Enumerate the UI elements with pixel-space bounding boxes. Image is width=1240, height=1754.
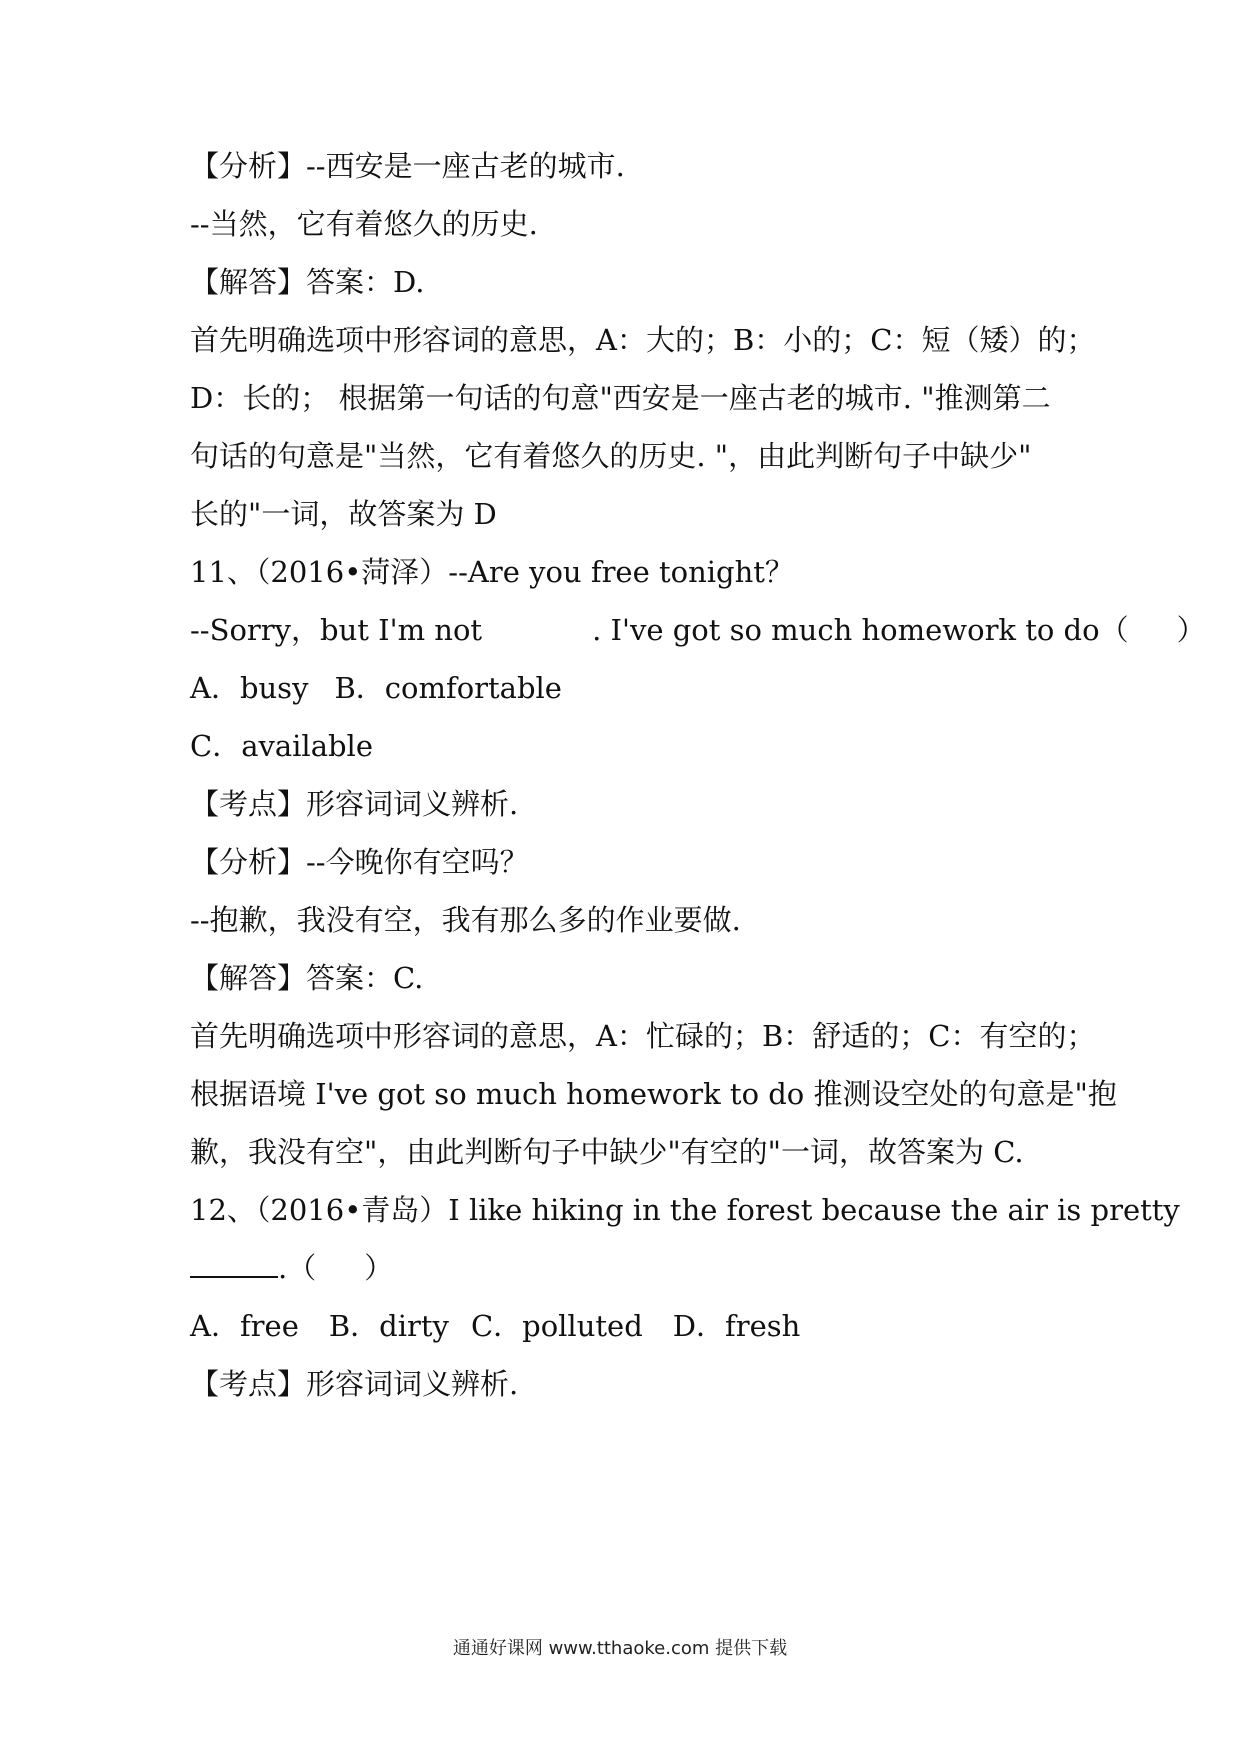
- q11-answer: 【解答】答案：C.: [190, 961, 424, 995]
- q11-analysis-line1: 【分析】--今晚你有空吗？: [190, 845, 529, 879]
- q11-option-b: B．comfortable: [334, 671, 562, 705]
- q11-line2-part-c: ）: [1176, 613, 1206, 647]
- q11-analysis-line2: --抱歉，我没有空，我有那么多的作业要做.: [190, 903, 741, 937]
- q11-line2-part-a: --Sorry，but I'm not: [190, 613, 483, 647]
- q10-explain-line1: 首先明确选项中形容词的意思，A：大的；B：小的；C：短（矮）的；: [190, 323, 1096, 357]
- q11-explain-line2: 根据语境 I've got so much homework to do 推测设空处的句意是"抱: [190, 1077, 1117, 1111]
- q12-blank-close: ）: [364, 1251, 394, 1285]
- q12-option-a: A．free: [190, 1309, 299, 1343]
- q10-answer: 【解答】答案：D.: [190, 265, 425, 299]
- answer-blank: [190, 1248, 278, 1278]
- q11-explain-line1: 首先明确选项中形容词的意思，A：忙碌的；B：舒适的；C：有空的；: [190, 1019, 1096, 1053]
- q12-blank-line: [190, 1248, 393, 1288]
- q10-analysis-line2: --当然，它有着悠久的历史.: [190, 207, 538, 241]
- q12-options: [190, 1306, 800, 1346]
- q10-explain-line2: D：长的； 根据第一句话的句意"西安是一座古老的城市. "推测第二: [190, 381, 1051, 415]
- q12-blank-suffix: .（: [278, 1251, 317, 1285]
- q11-option-c: C．available: [190, 729, 373, 763]
- page-footer: 通通好课网 www.tthaoke.com 提供下载: [452, 1638, 788, 1659]
- q12-option-d: D．fresh: [672, 1309, 801, 1343]
- q10-explain-line3: 句话的句意是"当然，它有着悠久的历史. "，由此判断句子中缺少": [190, 439, 1032, 473]
- q11-line2-part-b: . I've got so much homework to do（: [592, 613, 1129, 647]
- q12-option-b: B．dirty: [328, 1309, 449, 1343]
- q11-explain-line3: 歉，我没有空"，由此判断句子中缺少"有空的"一词，故答案为 C.: [190, 1135, 1024, 1169]
- q10-analysis-line1: 【分析】--西安是一座古老的城市.: [190, 149, 625, 183]
- q11-kaodian: 【考点】形容词词义辨析.: [190, 787, 519, 821]
- q12-option-c: C．polluted: [470, 1309, 643, 1343]
- q11-options-ab: [190, 668, 562, 708]
- q11-option-a: A．busy: [190, 671, 309, 705]
- q11-stem: 11、（2016•菏泽）--Are you free tonight？: [190, 555, 794, 589]
- q12-kaodian: 【考点】形容词词义辨析.: [190, 1367, 519, 1401]
- q11-line2: [190, 610, 1206, 650]
- q10-explain-line4: 长的"一词，故答案为 D: [190, 497, 497, 531]
- q12-stem: 12、（2016•青岛）I like hiking in the forest because the air is pretty: [190, 1193, 1180, 1227]
